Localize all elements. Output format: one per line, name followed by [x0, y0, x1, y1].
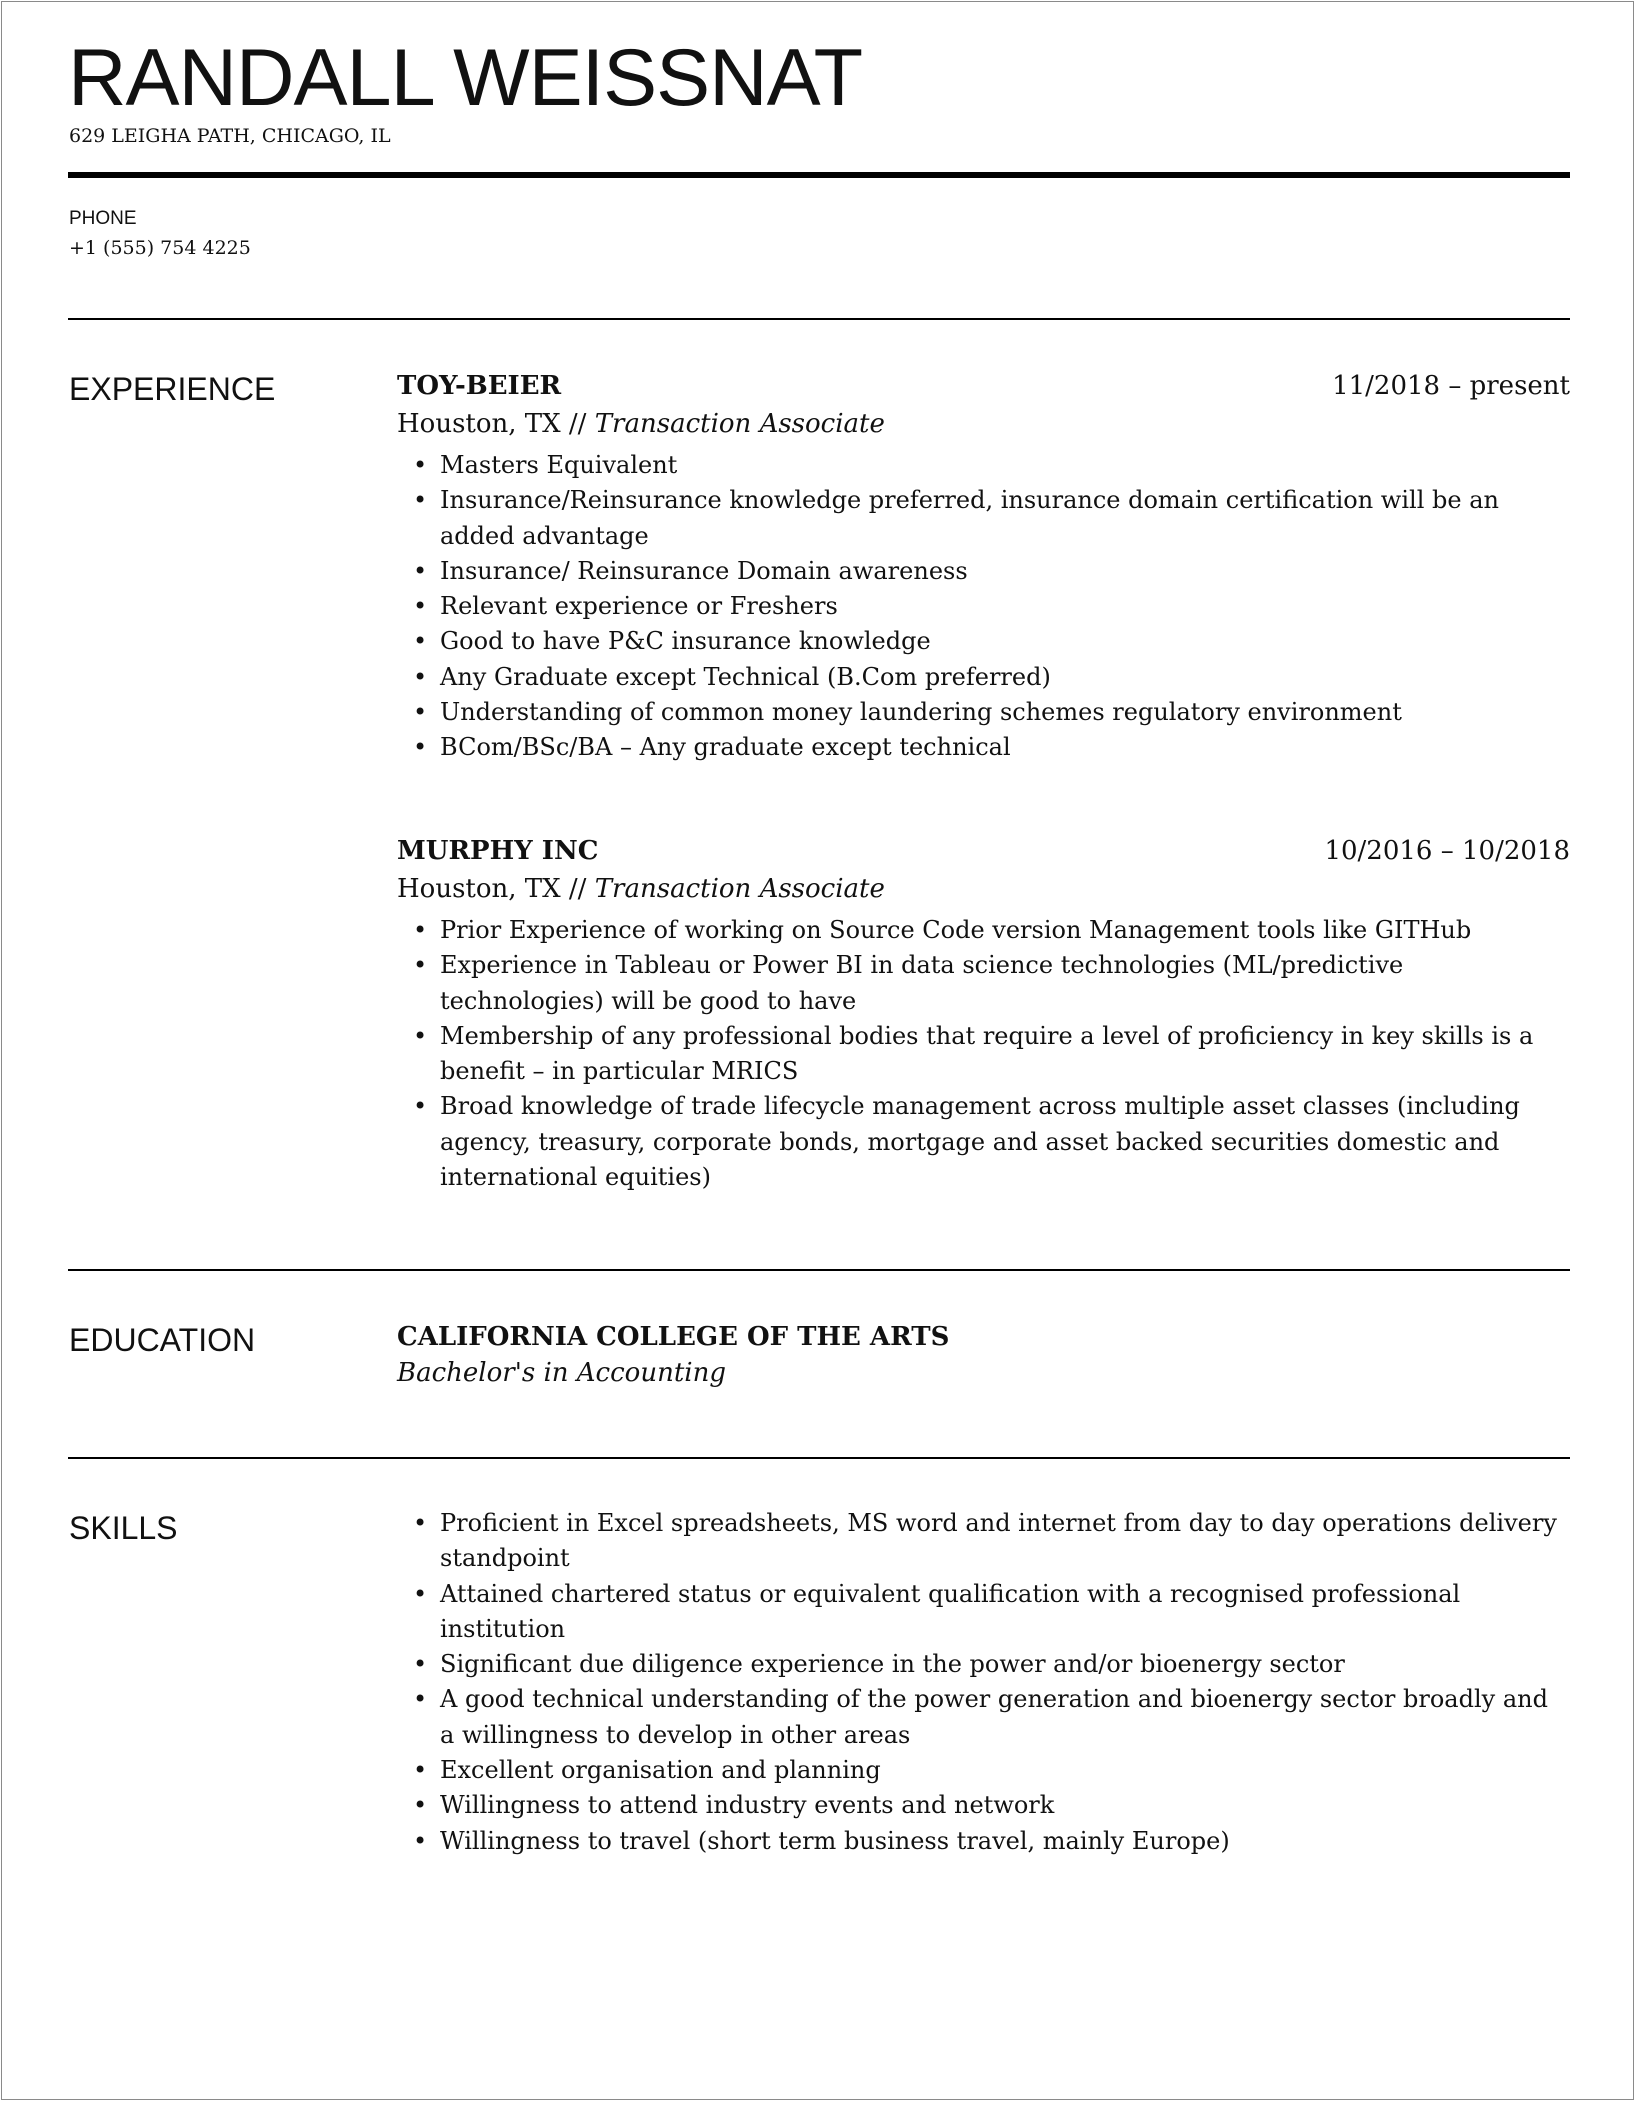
job-title: Transaction Associate: [594, 409, 885, 439]
education-divider: [68, 1457, 1570, 1459]
list-item: • Attained chartered status or equivalent qualification with a recognised professional institution: [397, 1577, 1570, 1648]
job-location: Houston, TX: [397, 874, 561, 904]
candidate-name: RANDALL WEISSNAT: [68, 33, 863, 123]
skills-heading: SKILLS: [69, 1510, 178, 1546]
list-item: • Insurance/Reinsurance knowledge preferred, insurance domain certification will be an added advantage: [397, 483, 1570, 554]
list-item: • BCom/BSc/BA – Any graduate except technical: [397, 730, 1570, 765]
list-item: • Membership of any professional bodies that require a level of proficiency in key skills is a benefit – in particular MRICS: [397, 1019, 1570, 1090]
job-dates: 11/2018 – present: [1332, 371, 1570, 401]
job-duties-list: [397, 448, 1570, 766]
degree: Bachelor's in Accounting: [397, 1358, 726, 1388]
experience-heading: EXPERIENCE: [69, 371, 276, 407]
job-dates: 10/2016 – 10/2018: [1324, 836, 1570, 866]
job-entry: [397, 833, 1570, 1195]
job-header: [397, 833, 1570, 871]
skills-entry: [397, 1506, 1570, 1859]
phone-number: +1 (555) 754 4225: [69, 237, 251, 259]
skills-list: [397, 1506, 1570, 1859]
education-heading: EDUCATION: [69, 1322, 256, 1358]
header-divider: [68, 172, 1570, 178]
list-item: • Proficient in Excel spreadsheets, MS word and internet from day to day operations delivery standpoint: [397, 1506, 1570, 1577]
job-entry: [397, 368, 1570, 766]
company-name: TOY-BEIER: [397, 371, 562, 401]
separator: //: [568, 874, 587, 904]
phone-label: PHONE: [69, 208, 137, 229]
job-subline: [397, 871, 1570, 907]
list-item: • Relevant experience or Freshers: [397, 589, 1570, 624]
list-item: • Good to have P&C insurance knowledge: [397, 624, 1570, 659]
job-location: Houston, TX: [397, 409, 561, 439]
job-duties-list: [397, 913, 1570, 1195]
job-subline: [397, 406, 1570, 442]
candidate-address: 629 LEIGHA PATH, CHICAGO, IL: [69, 125, 391, 147]
list-item: • Willingness to attend industry events and network: [397, 1788, 1570, 1823]
list-item: • Excellent organisation and planning: [397, 1753, 1570, 1788]
job-title: Transaction Associate: [594, 874, 885, 904]
list-item: • Broad knowledge of trade lifecycle management across multiple asset classes (including agency, treasury, corporate bonds, mortgage and asset backed securities domestic and international equities): [397, 1089, 1570, 1195]
list-item: • Significant due diligence experience in the power and/or bioenergy sector: [397, 1647, 1570, 1682]
list-item: • Masters Equivalent: [397, 448, 1570, 483]
list-item: • Any Graduate except Technical (B.Com preferred): [397, 660, 1570, 695]
list-item: • Understanding of common money laundering schemes regulatory environment: [397, 695, 1570, 730]
contact-divider: [68, 318, 1570, 320]
school-name: CALIFORNIA COLLEGE OF THE ARTS: [397, 1322, 950, 1352]
list-item: • Prior Experience of working on Source Code version Management tools like GITHub: [397, 913, 1570, 948]
list-item: • Insurance/ Reinsurance Domain awareness: [397, 554, 1570, 589]
list-item: • A good technical understanding of the power generation and bioenergy sector broadly and a willingness to develop in other areas: [397, 1682, 1570, 1753]
list-item: • Experience in Tableau or Power BI in data science technologies (ML/predictive technologies) will be good to have: [397, 948, 1570, 1019]
company-name: MURPHY INC: [397, 836, 599, 866]
job-header: [397, 368, 1570, 406]
education-entry: [397, 1319, 1570, 1391]
separator: //: [568, 409, 587, 439]
experience-divider: [68, 1269, 1570, 1271]
list-item: • Willingness to travel (short term business travel, mainly Europe): [397, 1824, 1570, 1859]
